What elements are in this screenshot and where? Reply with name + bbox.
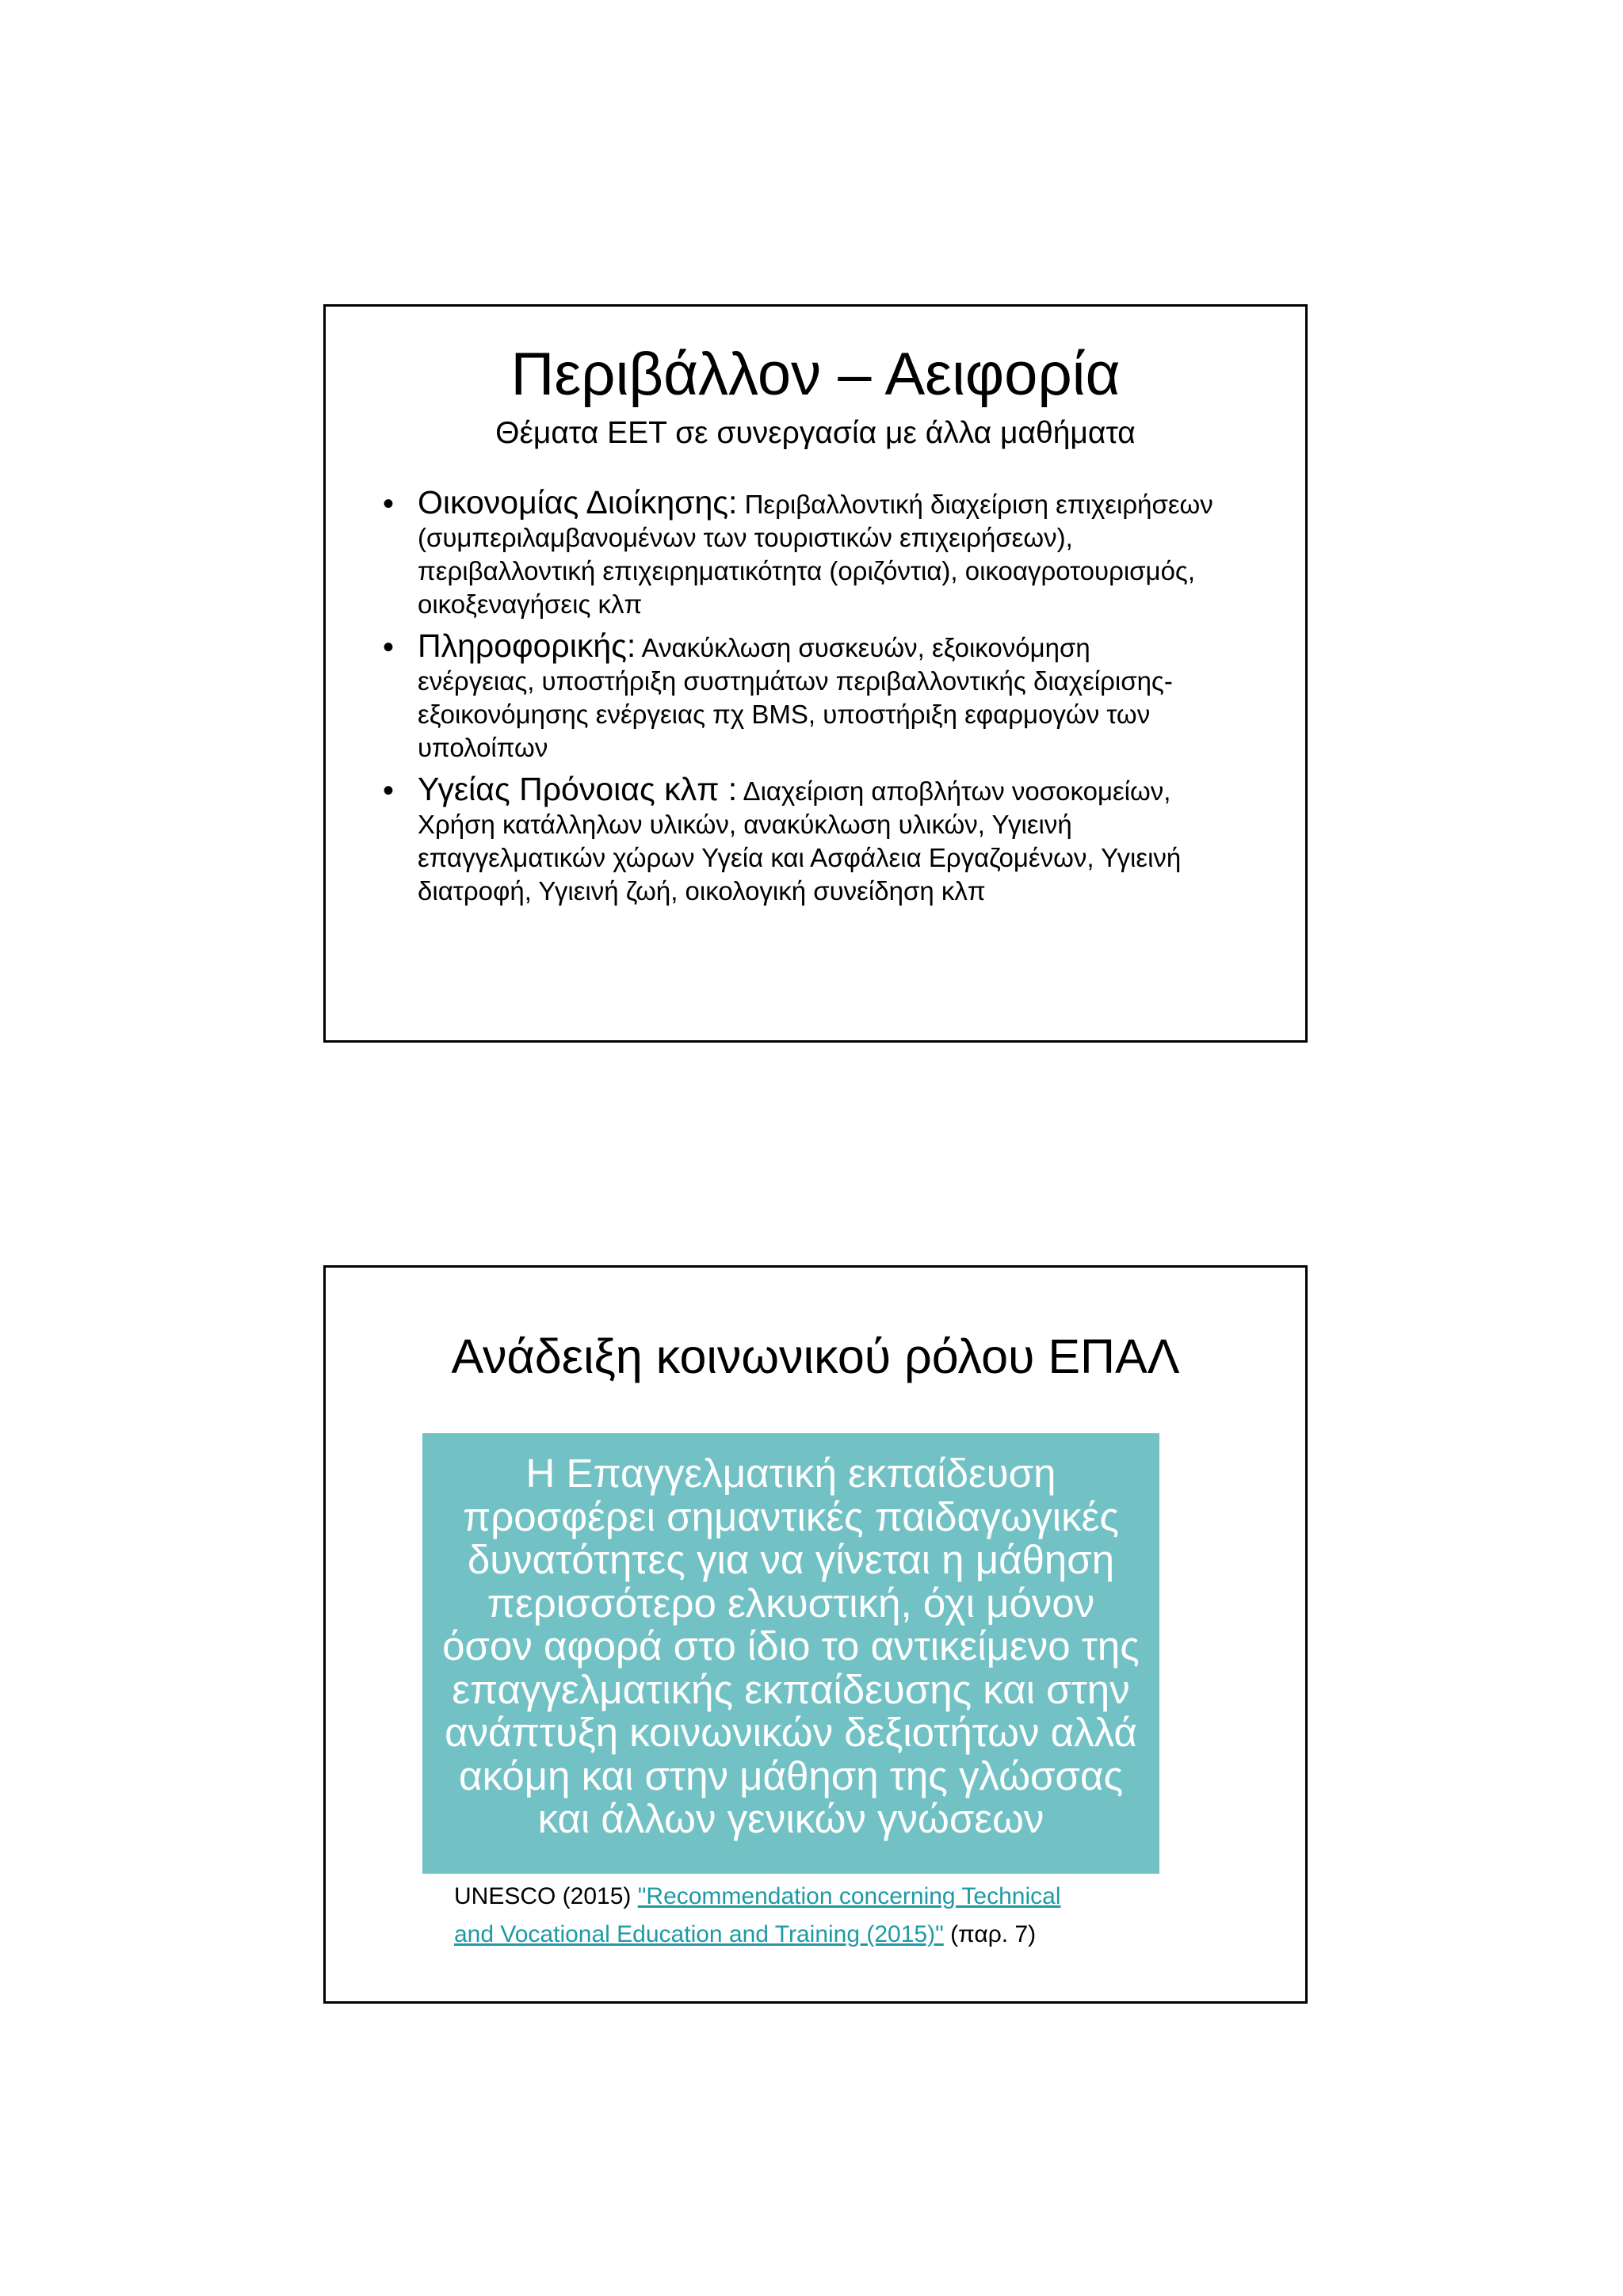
bullet-list [378,486,1266,916]
bullet-heading: Υγείας Πρόνοιας κλπ : [418,771,738,807]
quote-line: προσφέρει σημαντικές παιδαγωγικές [463,1493,1119,1539]
bullet-text-line: (συμπεριλαμβανομένων των τουριστικών επιχειρήσεων), [418,523,1073,552]
slide-social-role-epal [323,1265,1308,2004]
bullet-text-line: εξοικονόμησης ενέργειας πχ BMS, υποστήριξη εφαρμογών των [418,700,1151,729]
quote-line: και άλλων γενικών γνώσεων [537,1796,1044,1841]
bullet-item-informatics [378,629,1266,765]
quote-line: ανάπτυξη κοινωνικών δεξιοτήτων αλλά [445,1710,1137,1755]
quote-line: περισσότερο ελκυστική, όχι μόνον [487,1580,1095,1626]
slide-title: Περιβάλλον – Αειφορία [510,341,1121,408]
bullet-text-line: ενέργειας, υποστήριξη συστημάτων περιβαλλοντικής διαχείρισης- [418,666,1173,696]
bullet-text-line: υπολοίπων [418,733,548,762]
bullet-text-line: επαγγελματικών χώρων Υγεία και Ασφάλεια Εργαζομένων, Υγιεινή [418,843,1182,872]
citation-prefix: UNESCO (2015) [454,1883,638,1909]
bullet-heading: Πληροφορικής: [418,627,636,664]
bullet-heading: Οικονομίας Διοίκησης: [418,484,738,521]
bullet-first-line [418,486,1266,521]
quote-line: δυνατότητες για να γίνεται η μάθηση [467,1537,1115,1582]
quote-line: όσον αφορά στο ίδιο το αντικείμενο της [442,1623,1140,1669]
bullet-item-health [378,772,1266,908]
bullet-text: Ανακύκλωση συσκευών, εξοικονόμηση [636,633,1090,662]
source-citation [454,1878,1167,1954]
slide-title: Ανάδειξη κοινωνικού ρόλου ΕΠΑΛ [451,1329,1180,1383]
slide-subtitle: Θέματα ΕΕΤ σε συνεργασία με άλλα μαθήματα [495,416,1136,450]
bullet-text-line: Χρήση κατάλληλων υλικών, ανακύκλωση υλικών, Υγιεινή [418,810,1072,839]
quote-line: Η Επαγγελματική εκπαίδευση [525,1451,1056,1496]
citation-line-1 [454,1878,1167,1916]
bullet-text: Διαχείριση αποβλήτων νοσοκομείων, [737,776,1171,806]
recommendation-link-continued[interactable]: and Vocational Education and Training (2015)" [454,1921,944,1947]
quote-line: ακόμη και στην μάθηση της γλώσσας [458,1753,1124,1798]
slide-environment-sustainability [323,304,1308,1043]
bullet-item-economics [378,486,1266,621]
bullet-first-line [418,629,1266,665]
bullet-text-line: περιβαλλοντική επιχειρηματικότητα (οριζόντια), οικοαγροτουρισμός, [418,556,1195,585]
citation-suffix: (παρ. 7) [943,1921,1037,1947]
quote-line: επαγγελματικής εκπαίδευσης και στην [452,1666,1130,1712]
citation-line-2 [454,1916,1167,1954]
bullet-marker: • [383,486,395,521]
bullet-text-line: οικοξεναγήσεις κλπ [418,589,643,619]
bullet-text-line: διατροφή, Υγιεινή ζωή, οικολογική συνείδηση κλπ [418,876,986,906]
bullet-first-line [418,772,1266,808]
bullet-text: Περιβαλλοντική διαχείριση επιχειρήσεων [737,490,1213,519]
recommendation-link[interactable]: "Recommendation concerning Technical [637,1883,1061,1909]
bullet-marker: • [383,630,395,665]
quote-box [422,1433,1159,1874]
bullet-marker: • [383,773,395,808]
